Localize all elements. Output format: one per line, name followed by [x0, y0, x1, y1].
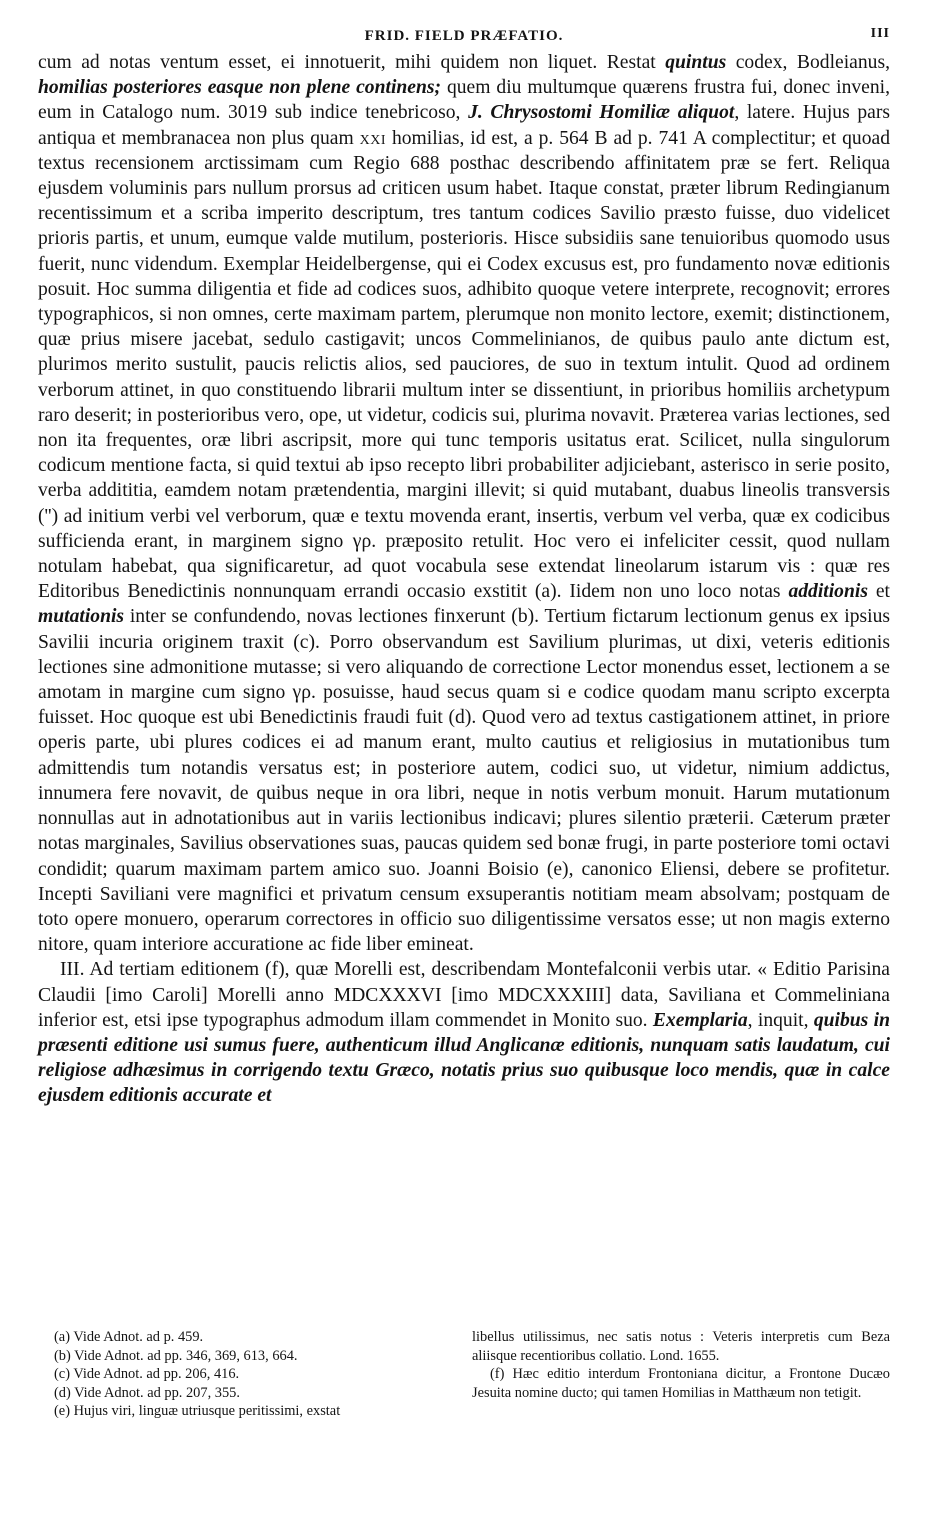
text-run: homilias, id est, a p. 564 B ad p. 741 A complectitur; et quoad textus recensionem arctissimam cum Regio 688 posthac describendo affinitatem præ se fert. Reliqua ejusdem voluminis pars nullum prorsus ad criticen usum habet. Itaque constat, præter librum Redingianum recentissimum et a scriba imperito descriptum, tres tantum codices Savilio præsto fuisse, duo videlicet prioris partis, et unum, eumque valde mutilum, posterioris. Hisce subsidiis sane tenuioribus quomodo usus fuerit, nunc videndum. Exemplar Heidelbergense, qui ei [38, 127, 890, 275]
footnotes [54, 1328, 890, 1421]
paragraph-2-ii [38, 50, 890, 957]
footnote-d [54, 1384, 449, 1403]
text-run: posuisse, haud secus quam si e codice quodam manu scripto excerpta fuisset. Hoc quoque est ubi Benedictinis fraudi fuit ( [38, 682, 890, 729]
footnote-a [54, 1328, 449, 1347]
text-run: quibus in præsenti editione usi sumus fuere, authenticum illud Anglicanæ editionis, nunquam satis laudatum, cui religiose adhæsimus in corrigendo textu Græco, notatis prius suo quibusque loco mendis, quæ in calce ejusdem editionis accurate et [38, 1009, 890, 1107]
text-run: dicitur, a Frontone Ducæo Jesuita nomine ducto; qui tamen Homilias in Matthæum non tetigit. [472, 1366, 890, 1401]
text-run: libellus utilissimus, nec satis notus : [472, 1329, 713, 1345]
text-run: ). Quod vero ad textus castigationem attinet, in priore operis parte, ubi plures codices ei ad manum erant, multo cautius et religiosius in mutationibus tum admittendis tum notandis versatus est; in posteriore autem, codici suo, ut videtur, nimium addictus, innumera fere novavit, de quibus neque in ora libri, neque in notis verbum monuit. Harum mutationum nonnullas aut in adnotationibus aut in variis lectionibus indicavi; plures silentio præterii. Cæterum præter notas marginales, Savilius observationes suas, paucas quidem sed bonæ frugi, in parte posteriore tomi octavi condidit; quarum maximam partem amico suo. Joanni Boisio ( [38, 707, 890, 880]
text-run: Lond. 1655. [645, 1347, 720, 1364]
text-run: f [271, 959, 279, 981]
text-run: ( [54, 1366, 59, 1383]
text-run: ), canonico Eliensi, debere se profitetur. Incepti Saviliani vere magnifici et privatum censum exsuperantis notitiam meam absolvam; postquam de toto opere monuero, operarum correctores in officio suo diligentissime versatos esse; ut non magis externo nitore, quam interiore accuratione ac fide liber emineat. [38, 858, 890, 956]
text-run: ). Iidem non uno loco notas [550, 581, 789, 603]
running-head [38, 26, 890, 50]
text-run: et [867, 581, 890, 603]
text-run: Exemplaria [652, 1009, 748, 1031]
text-run: codex, Bodleianus, [726, 52, 890, 73]
text-run: ) Vide Adnot. ad pp. 346, 369, 613, 664. [66, 1347, 298, 1364]
text-run: quem diu multumque quærens frustra fui, donec inveni, eum in Catalogo num. 3019 sub indice tenebricoso, [38, 77, 890, 124]
footnote-e-continued [472, 1328, 890, 1365]
footnotes-right-column [472, 1328, 890, 1421]
footnote-f [472, 1365, 890, 1402]
text-run: ( [54, 1403, 59, 1420]
footnote-b [54, 1347, 449, 1366]
text-run: præposito retulit. Hoc vero ei infeliciter cessit, quod nullam notulam habebat, qua significaretur, ad quot vocabula sese extendat lineolarum istarum vis : quæ res Editoribus Benedictinis nonnunquam errandi occasio exstitit ( [38, 530, 890, 603]
text-run: d [58, 1384, 66, 1401]
text-run: a [541, 581, 551, 603]
text-run: e [553, 858, 563, 880]
main-text [38, 50, 890, 1109]
text-run: III. Ad tertiam editionem ( [60, 959, 272, 981]
document-page [38, 26, 890, 1109]
paragraph-3-iii [38, 957, 890, 1108]
text-run: est, pro fundamento novæ editionis posuit. Hoc summa diligentia et fide ad codices suos, adhibito quoque vetere interprete, recognovit; errores typographicos, si non omnes, certe maximam partem, plerumque non monito lectore, exemit; distinctionem, quæ prius misere jacebat, sedulo castigavit; uncos Commelinianos, de quibus paulo ante dictum est, plurimos merito sustulit, paucis relictis alios, sed pauciores, de suo in textum intulit. Quod ad ordinem verborum attinet, in quo constituendo librarii multum inter se dissentiunt, in prioribus homiliis archetypum raro deserit; in posterioribus vero, ope, ut videtur, codicis sui, plurima novavit. Præterea varias lectiones, sed non ita frequentes, oræ libri ascripsit, more qui tunc temporis usitatus erat. Scilicet, nulla singulorum codicum mentione facta, si quid textui ab ipso recepto libri probabiliter adjiciebant, asterisco in serie posito, verba addititia, eamdem notam prætendentia, margini illevit; si quid mutabant, duabus lineolis transversis ('') ad initium verbi vel verborum, quæ e textu movenda erant, insertis, verbum vel verba, quæ ex codicibus sufficienda erant, in marginem signo [38, 253, 890, 552]
text-run: ) Vide Adnot. ad pp. 206, 416. [65, 1366, 240, 1383]
footnote-e [54, 1402, 449, 1421]
text-run: ). Porro observandum est Savilium plurimas, ut dixi, veteris editionis lectiones sine admonitione mutasse; si vero aliquando de correctione Lector monendus esset, lectionem a se amotam in margine cum signo [38, 631, 890, 704]
text-run: , inquit, [747, 1009, 814, 1031]
text-run: γρ. [352, 530, 377, 552]
text-run: a [58, 1329, 66, 1345]
text-run: ( [490, 1366, 495, 1383]
text-run: Frontoniana [648, 1366, 718, 1383]
text-run: ), quæ Morelli est, describendam Montefalconii verbis utar. « Editio Parisina Claudii [imo [38, 959, 891, 1006]
text-run: cum ad notas ventum esset, ei innotuerit, mihi quidem non liquet. Restat [38, 52, 666, 73]
text-run: γρ. [292, 682, 316, 704]
footnotes-left-column [54, 1328, 449, 1421]
text-run: inter se confundendo, novas lectiones finxerunt ( [124, 606, 518, 628]
text-run: ( [54, 1329, 59, 1345]
text-run: Caroli [152, 984, 202, 1006]
text-run: xxi [359, 127, 387, 149]
text-run: ) Hujus viri, linguæ utriusque peritissimi, exstat [65, 1403, 341, 1420]
text-run: b [517, 606, 528, 628]
text-run: Veteris interpretis cum Beza aliisque recentioribus collatio. [472, 1329, 890, 1364]
text-run: ) Vide Adnot. ad pp. 207, 355. [66, 1384, 240, 1401]
running-title: FRID. FIELD PRÆFATIO. [364, 28, 564, 44]
text-run: c [58, 1366, 66, 1383]
text-run: , latere. Hujus pars antiqua et membranacea non plus quam [38, 102, 891, 149]
text-run: ) Vide Adnot. ad p. 459. [65, 1329, 204, 1345]
text-run: ( [54, 1347, 59, 1364]
text-run: homilias posteriores easque non plene continens; [38, 77, 442, 99]
text-run: additionis [788, 581, 868, 603]
text-run: quintus [665, 52, 727, 73]
text-run: ) Hæc editio interdum [499, 1366, 649, 1383]
text-run: ( [54, 1384, 59, 1401]
text-run: Codex excusus [487, 253, 606, 275]
text-run: f [494, 1366, 500, 1383]
page-number: III [870, 26, 890, 41]
text-run: d [455, 707, 465, 729]
text-run: ). Tertium fictarum lectionum genus ex ipsius Savilii incuria originem traxit ( [38, 606, 890, 653]
text-run: b [58, 1347, 66, 1364]
text-run: e [58, 1403, 66, 1420]
footnote-c [54, 1365, 449, 1384]
text-run: ] Morelli anno MDCXXXVI [imo MDCXXXIII] data, Saviliana et Commeliniana inferior est, etsi ipse typographus admodum illam commendet in Monito suo. [38, 984, 890, 1031]
text-run: J. Chrysostomi Homiliæ aliquot [468, 102, 735, 124]
text-run: mutationis [38, 606, 125, 628]
text-run: c [299, 631, 309, 653]
